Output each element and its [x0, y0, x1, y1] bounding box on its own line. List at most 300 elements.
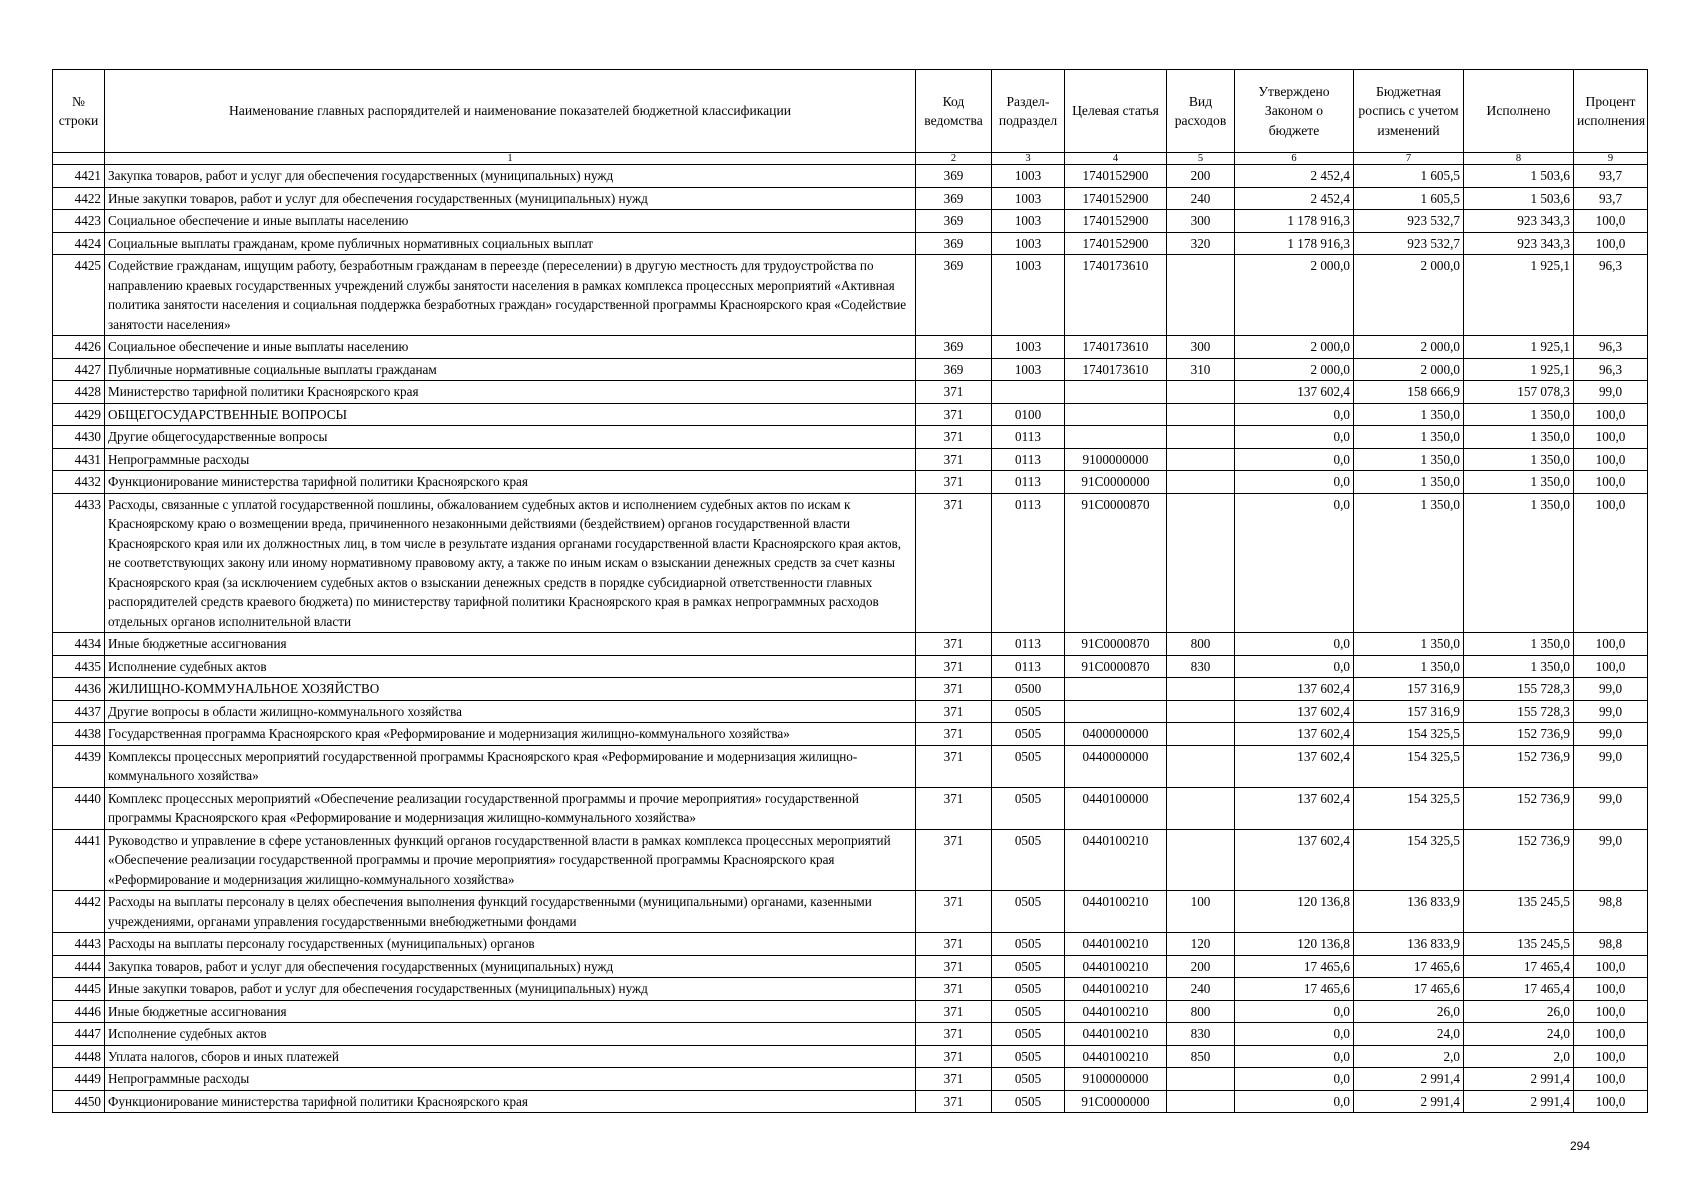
dept-code-cell: 371: [916, 933, 992, 956]
budget-list-cell: 1 350,0: [1354, 633, 1464, 656]
table-row: [53, 448, 1648, 471]
dept-code-cell: 371: [916, 955, 992, 978]
section-cell: 0505: [992, 1090, 1065, 1113]
executed-cell: 1 350,0: [1464, 493, 1574, 633]
row-number-cell: 4447: [53, 1023, 105, 1046]
budget-list-cell: 1 350,0: [1354, 403, 1464, 426]
target-article-cell: [1065, 426, 1167, 449]
target-article-cell: 1740173610: [1065, 255, 1167, 336]
percent-cell: 100,0: [1574, 403, 1648, 426]
expense-type-cell: 310: [1167, 358, 1235, 381]
target-article-cell: 0440100210: [1065, 933, 1167, 956]
dept-code-cell: 371: [916, 471, 992, 494]
executed-cell: 1 503,6: [1464, 187, 1574, 210]
column-number-row: [53, 153, 1648, 165]
row-number-cell: 4432: [53, 471, 105, 494]
row-number-cell: 4450: [53, 1090, 105, 1113]
executed-cell: 1 350,0: [1464, 448, 1574, 471]
approved-cell: 120 136,8: [1235, 933, 1354, 956]
row-number-cell: 4443: [53, 933, 105, 956]
percent-cell: 99,0: [1574, 787, 1648, 829]
executed-cell: 923 343,3: [1464, 210, 1574, 233]
target-article-cell: 0440100210: [1065, 978, 1167, 1001]
section-cell: 0505: [992, 829, 1065, 891]
row-name-cell: Содействие гражданам, ищущим работу, безработным гражданам в переезде (переселении) в другую местность для трудоустройства по направлению краевых государственных учреждений службы занятости населения в рамках комплекса процессных мероприятий «Активная политика занятости населения и социальная поддержка безработных граждан» государственной программы Красноярского края «Содействие занятости населения»: [105, 255, 916, 336]
dept-code-cell: 371: [916, 787, 992, 829]
row-number-cell: 4430: [53, 426, 105, 449]
target-article-cell: 91С0000000: [1065, 1090, 1167, 1113]
executed-cell: 152 736,9: [1464, 829, 1574, 891]
budget-table-sheet: [52, 69, 1647, 1113]
table-row: [53, 1090, 1648, 1113]
approved-cell: 2 000,0: [1235, 255, 1354, 336]
row-name-cell: Иные закупки товаров, работ и услуг для обеспечения государственных (муниципальных) нужд: [105, 978, 916, 1001]
expense-type-cell: [1167, 678, 1235, 701]
table-row: [53, 955, 1648, 978]
expense-type-cell: [1167, 787, 1235, 829]
section-cell: 0113: [992, 448, 1065, 471]
target-article-cell: [1065, 678, 1167, 701]
percent-cell: 100,0: [1574, 978, 1648, 1001]
row-number-cell: 4421: [53, 165, 105, 188]
column-number: 4: [1065, 153, 1167, 165]
target-article-cell: 91С0000870: [1065, 493, 1167, 633]
section-cell: 0100: [992, 403, 1065, 426]
expense-type-cell: 800: [1167, 1000, 1235, 1023]
table-row: [53, 745, 1648, 787]
budget-list-cell: 923 532,7: [1354, 210, 1464, 233]
approved-cell: 137 602,4: [1235, 381, 1354, 404]
approved-cell: 2 000,0: [1235, 358, 1354, 381]
table-row: [53, 1023, 1648, 1046]
column-number: 6: [1235, 153, 1354, 165]
executed-cell: 157 078,3: [1464, 381, 1574, 404]
approved-cell: 0,0: [1235, 1068, 1354, 1091]
column-number: 1: [105, 153, 916, 165]
dept-code-cell: 371: [916, 493, 992, 633]
row-name-cell: Государственная программа Красноярского края «Реформирование и модернизация жилищно-коммунального хозяйства»: [105, 723, 916, 746]
budget-list-cell: 1 350,0: [1354, 448, 1464, 471]
row-number-cell: 4427: [53, 358, 105, 381]
dept-code-cell: 371: [916, 1023, 992, 1046]
executed-cell: 1 350,0: [1464, 471, 1574, 494]
expense-type-cell: 100: [1167, 891, 1235, 933]
column-number: 5: [1167, 153, 1235, 165]
target-article-cell: 0440000000: [1065, 745, 1167, 787]
expense-type-cell: 300: [1167, 336, 1235, 359]
row-name-cell: ЖИЛИЩНО-КОММУНАЛЬНОЕ ХОЗЯЙСТВО: [105, 678, 916, 701]
expense-type-cell: [1167, 1068, 1235, 1091]
approved-cell: 0,0: [1235, 471, 1354, 494]
section-cell: 0505: [992, 1045, 1065, 1068]
row-number-cell: 4449: [53, 1068, 105, 1091]
table-row: [53, 381, 1648, 404]
dept-code-cell: 371: [916, 1090, 992, 1113]
row-name-cell: Исполнение судебных актов: [105, 655, 916, 678]
approved-cell: 2 452,4: [1235, 187, 1354, 210]
row-name-cell: Уплата налогов, сборов и иных платежей: [105, 1045, 916, 1068]
row-name-cell: Руководство и управление в сфере установленных функций органов государственной власти в рамках комплекса процессных мероприятий «Обеспечение реализации государственной программы и прочие мероприятия» государственной программы Красноярского края «Реформирование и модернизация жилищно-коммунального хозяйства»: [105, 829, 916, 891]
expense-type-cell: [1167, 426, 1235, 449]
table-row: [53, 700, 1648, 723]
percent-cell: 100,0: [1574, 1090, 1648, 1113]
expense-type-cell: [1167, 471, 1235, 494]
row-number-cell: 4441: [53, 829, 105, 891]
dept-code-cell: 371: [916, 633, 992, 656]
section-cell: 1003: [992, 165, 1065, 188]
row-name-cell: Социальное обеспечение и иные выплаты населению: [105, 210, 916, 233]
budget-list-cell: 2 991,4: [1354, 1068, 1464, 1091]
percent-cell: 100,0: [1574, 232, 1648, 255]
row-number-cell: 4429: [53, 403, 105, 426]
header-percent: Процент исполнения: [1574, 70, 1648, 153]
row-number-cell: 4442: [53, 891, 105, 933]
approved-cell: 0,0: [1235, 1000, 1354, 1023]
budget-list-cell: 17 465,6: [1354, 955, 1464, 978]
table-row: [53, 336, 1648, 359]
row-number-cell: 4439: [53, 745, 105, 787]
table-row: [53, 1045, 1648, 1068]
header-budget-list: Бюджетная роспись с учетом изменений: [1354, 70, 1464, 153]
target-article-cell: 0440100210: [1065, 1045, 1167, 1068]
percent-cell: 100,0: [1574, 1000, 1648, 1023]
approved-cell: 0,0: [1235, 1023, 1354, 1046]
row-name-cell: Функционирование министерства тарифной политики Красноярского края: [105, 471, 916, 494]
row-number-cell: 4433: [53, 493, 105, 633]
approved-cell: 137 602,4: [1235, 723, 1354, 746]
section-cell: 1003: [992, 336, 1065, 359]
executed-cell: 17 465,4: [1464, 955, 1574, 978]
row-number-cell: 4445: [53, 978, 105, 1001]
expense-type-cell: [1167, 381, 1235, 404]
table-row: [53, 891, 1648, 933]
expense-type-cell: [1167, 448, 1235, 471]
row-number-cell: 4435: [53, 655, 105, 678]
budget-list-cell: 157 316,9: [1354, 678, 1464, 701]
dept-code-cell: 371: [916, 1000, 992, 1023]
percent-cell: 93,7: [1574, 187, 1648, 210]
table-row: [53, 255, 1648, 336]
target-article-cell: 1740173610: [1065, 358, 1167, 381]
percent-cell: 100,0: [1574, 448, 1648, 471]
target-article-cell: 0440100210: [1065, 955, 1167, 978]
budget-list-cell: 154 325,5: [1354, 723, 1464, 746]
table-row: [53, 678, 1648, 701]
target-article-cell: 0400000000: [1065, 723, 1167, 746]
executed-cell: 1 350,0: [1464, 633, 1574, 656]
approved-cell: 137 602,4: [1235, 829, 1354, 891]
section-cell: 0505: [992, 1068, 1065, 1091]
table-row: [53, 655, 1648, 678]
section-cell: 0113: [992, 655, 1065, 678]
section-cell: 0505: [992, 723, 1065, 746]
table-row: [53, 210, 1648, 233]
percent-cell: 99,0: [1574, 829, 1648, 891]
percent-cell: 100,0: [1574, 426, 1648, 449]
column-number: 3: [992, 153, 1065, 165]
executed-cell: 1 350,0: [1464, 426, 1574, 449]
section-cell: 0505: [992, 1000, 1065, 1023]
dept-code-cell: 369: [916, 210, 992, 233]
dept-code-cell: 369: [916, 336, 992, 359]
budget-table: [52, 69, 1648, 1113]
approved-cell: 0,0: [1235, 1045, 1354, 1068]
approved-cell: 0,0: [1235, 633, 1354, 656]
executed-cell: 155 728,3: [1464, 678, 1574, 701]
row-name-cell: Другие общегосударственные вопросы: [105, 426, 916, 449]
executed-cell: 135 245,5: [1464, 933, 1574, 956]
dept-code-cell: 371: [916, 723, 992, 746]
row-number-cell: 4444: [53, 955, 105, 978]
section-cell: 0505: [992, 978, 1065, 1001]
approved-cell: 137 602,4: [1235, 745, 1354, 787]
target-article-cell: 1740173610: [1065, 336, 1167, 359]
section-cell: 0505: [992, 787, 1065, 829]
budget-list-cell: 2 000,0: [1354, 255, 1464, 336]
target-article-cell: 0440100210: [1065, 891, 1167, 933]
expense-type-cell: [1167, 403, 1235, 426]
row-name-cell: Исполнение судебных актов: [105, 1023, 916, 1046]
target-article-cell: 1740152900: [1065, 165, 1167, 188]
approved-cell: 120 136,8: [1235, 891, 1354, 933]
table-row: [53, 403, 1648, 426]
budget-list-cell: 1 605,5: [1354, 165, 1464, 188]
section-cell: 0505: [992, 955, 1065, 978]
row-name-cell: Расходы на выплаты персоналу государственных (муниципальных) органов: [105, 933, 916, 956]
table-row: [53, 165, 1648, 188]
budget-list-cell: 2,0: [1354, 1045, 1464, 1068]
dept-code-cell: 371: [916, 403, 992, 426]
row-name-cell: Иные закупки товаров, работ и услуг для обеспечения государственных (муниципальных) нужд: [105, 187, 916, 210]
executed-cell: 2 991,4: [1464, 1090, 1574, 1113]
percent-cell: 99,0: [1574, 723, 1648, 746]
approved-cell: 0,0: [1235, 426, 1354, 449]
executed-cell: 1 503,6: [1464, 165, 1574, 188]
expense-type-cell: [1167, 723, 1235, 746]
row-name-cell: Непрограммные расходы: [105, 1068, 916, 1091]
section-cell: 1003: [992, 358, 1065, 381]
expense-type-cell: [1167, 1090, 1235, 1113]
percent-cell: 100,0: [1574, 210, 1648, 233]
row-number-cell: 4446: [53, 1000, 105, 1023]
row-name-cell: Функционирование министерства тарифной политики Красноярского края: [105, 1090, 916, 1113]
column-number: 2: [916, 153, 992, 165]
row-name-cell: Комплекс процессных мероприятий «Обеспечение реализации государственной программы и прочие мероприятия» государственной программы Красноярского края «Реформирование и модернизация жилищно-коммунального хозяйства»: [105, 787, 916, 829]
table-row: [53, 187, 1648, 210]
budget-list-cell: 1 350,0: [1354, 655, 1464, 678]
budget-list-cell: 154 325,5: [1354, 745, 1464, 787]
target-article-cell: 91С0000000: [1065, 471, 1167, 494]
executed-cell: 1 350,0: [1464, 655, 1574, 678]
target-article-cell: 0440100210: [1065, 1000, 1167, 1023]
table-row: [53, 493, 1648, 633]
section-cell: 0505: [992, 891, 1065, 933]
expense-type-cell: [1167, 745, 1235, 787]
expense-type-cell: 240: [1167, 978, 1235, 1001]
budget-list-cell: 923 532,7: [1354, 232, 1464, 255]
approved-cell: 137 602,4: [1235, 787, 1354, 829]
expense-type-cell: 300: [1167, 210, 1235, 233]
approved-cell: 2 452,4: [1235, 165, 1354, 188]
table-header-row: [53, 70, 1648, 153]
executed-cell: 1 350,0: [1464, 403, 1574, 426]
approved-cell: 0,0: [1235, 655, 1354, 678]
target-article-cell: [1065, 381, 1167, 404]
dept-code-cell: 371: [916, 745, 992, 787]
header-expense-type: Вид расходов: [1167, 70, 1235, 153]
percent-cell: 98,8: [1574, 933, 1648, 956]
table-row: [53, 1068, 1648, 1091]
row-name-cell: ОБЩЕГОСУДАРСТВЕННЫЕ ВОПРОСЫ: [105, 403, 916, 426]
row-number-cell: 4422: [53, 187, 105, 210]
section-cell: 0113: [992, 426, 1065, 449]
row-number-cell: 4434: [53, 633, 105, 656]
expense-type-cell: 830: [1167, 655, 1235, 678]
budget-list-cell: 136 833,9: [1354, 933, 1464, 956]
header-target-article: Целевая статья: [1065, 70, 1167, 153]
dept-code-cell: 371: [916, 891, 992, 933]
row-number-cell: 4436: [53, 678, 105, 701]
target-article-cell: 91С0000870: [1065, 655, 1167, 678]
dept-code-cell: 369: [916, 358, 992, 381]
executed-cell: 17 465,4: [1464, 978, 1574, 1001]
target-article-cell: 0440100000: [1065, 787, 1167, 829]
executed-cell: 1 925,1: [1464, 336, 1574, 359]
approved-cell: 0,0: [1235, 403, 1354, 426]
row-name-cell: Расходы на выплаты персоналу в целях обеспечения выполнения функций государственными (муниципальными) органами, казенными учреждениями, органами управления государственными внебюджетными фондами: [105, 891, 916, 933]
executed-cell: 1 925,1: [1464, 255, 1574, 336]
executed-cell: 152 736,9: [1464, 745, 1574, 787]
percent-cell: 96,3: [1574, 336, 1648, 359]
executed-cell: 2,0: [1464, 1045, 1574, 1068]
column-number: [53, 153, 105, 165]
row-number-cell: 4424: [53, 232, 105, 255]
dept-code-cell: 371: [916, 1068, 992, 1091]
target-article-cell: 91С0000870: [1065, 633, 1167, 656]
row-number-cell: 4437: [53, 700, 105, 723]
expense-type-cell: 240: [1167, 187, 1235, 210]
column-number: 7: [1354, 153, 1464, 165]
dept-code-cell: 369: [916, 232, 992, 255]
dept-code-cell: 369: [916, 165, 992, 188]
executed-cell: 2 991,4: [1464, 1068, 1574, 1091]
percent-cell: 100,0: [1574, 1023, 1648, 1046]
section-cell: [992, 381, 1065, 404]
section-cell: 0500: [992, 678, 1065, 701]
percent-cell: 100,0: [1574, 471, 1648, 494]
percent-cell: 99,0: [1574, 745, 1648, 787]
section-cell: 1003: [992, 232, 1065, 255]
expense-type-cell: [1167, 493, 1235, 633]
table-row: [53, 787, 1648, 829]
page-number: 294: [1569, 1139, 1590, 1153]
row-name-cell: Комплексы процессных мероприятий государственной программы Красноярского края «Реформирование и модернизация жилищно-коммунального хозяйства»: [105, 745, 916, 787]
budget-list-cell: 17 465,6: [1354, 978, 1464, 1001]
section-cell: 1003: [992, 210, 1065, 233]
table-row: [53, 829, 1648, 891]
table-row: [53, 633, 1648, 656]
target-article-cell: 0440100210: [1065, 829, 1167, 891]
approved-cell: 1 178 916,3: [1235, 232, 1354, 255]
section-cell: 0505: [992, 933, 1065, 956]
expense-type-cell: 800: [1167, 633, 1235, 656]
column-number: 9: [1574, 153, 1648, 165]
approved-cell: 0,0: [1235, 1090, 1354, 1113]
row-number-cell: 4438: [53, 723, 105, 746]
header-approved: Утверждено Законом о бюджете: [1235, 70, 1354, 153]
section-cell: 0113: [992, 471, 1065, 494]
percent-cell: 100,0: [1574, 633, 1648, 656]
executed-cell: 26,0: [1464, 1000, 1574, 1023]
table-row: [53, 978, 1648, 1001]
target-article-cell: [1065, 403, 1167, 426]
row-name-cell: Другие вопросы в области жилищно-коммунального хозяйства: [105, 700, 916, 723]
section-cell: 1003: [992, 255, 1065, 336]
target-article-cell: 9100000000: [1065, 1068, 1167, 1091]
table-row: [53, 723, 1648, 746]
row-name-cell: Министерство тарифной политики Красноярского края: [105, 381, 916, 404]
approved-cell: 17 465,6: [1235, 978, 1354, 1001]
executed-cell: 135 245,5: [1464, 891, 1574, 933]
target-article-cell: 9100000000: [1065, 448, 1167, 471]
percent-cell: 100,0: [1574, 1045, 1648, 1068]
target-article-cell: 1740152900: [1065, 210, 1167, 233]
target-article-cell: 1740152900: [1065, 232, 1167, 255]
section-cell: 0113: [992, 493, 1065, 633]
percent-cell: 93,7: [1574, 165, 1648, 188]
budget-list-cell: 24,0: [1354, 1023, 1464, 1046]
percent-cell: 96,3: [1574, 255, 1648, 336]
header-row-number: № строки: [53, 70, 105, 153]
table-row: [53, 471, 1648, 494]
column-number: 8: [1464, 153, 1574, 165]
target-article-cell: 1740152900: [1065, 187, 1167, 210]
expense-type-cell: [1167, 700, 1235, 723]
percent-cell: 99,0: [1574, 700, 1648, 723]
approved-cell: 137 602,4: [1235, 678, 1354, 701]
percent-cell: 99,0: [1574, 381, 1648, 404]
dept-code-cell: 371: [916, 829, 992, 891]
expense-type-cell: 200: [1167, 955, 1235, 978]
expense-type-cell: 830: [1167, 1023, 1235, 1046]
expense-type-cell: 120: [1167, 933, 1235, 956]
row-name-cell: Иные бюджетные ассигнования: [105, 1000, 916, 1023]
row-name-cell: Публичные нормативные социальные выплаты гражданам: [105, 358, 916, 381]
budget-list-cell: 154 325,5: [1354, 829, 1464, 891]
table-row: [53, 933, 1648, 956]
section-cell: 0505: [992, 745, 1065, 787]
row-name-cell: Непрограммные расходы: [105, 448, 916, 471]
table-row: [53, 1000, 1648, 1023]
row-name-cell: Иные бюджетные ассигнования: [105, 633, 916, 656]
row-name-cell: Закупка товаров, работ и услуг для обеспечения государственных (муниципальных) нужд: [105, 955, 916, 978]
row-name-cell: Социальное обеспечение и иные выплаты населению: [105, 336, 916, 359]
percent-cell: 100,0: [1574, 493, 1648, 633]
row-number-cell: 4426: [53, 336, 105, 359]
executed-cell: 155 728,3: [1464, 700, 1574, 723]
percent-cell: 96,3: [1574, 358, 1648, 381]
executed-cell: 24,0: [1464, 1023, 1574, 1046]
expense-type-cell: 850: [1167, 1045, 1235, 1068]
section-cell: 1003: [992, 187, 1065, 210]
row-name-cell: Закупка товаров, работ и услуг для обеспечения государственных (муниципальных) нужд: [105, 165, 916, 188]
target-article-cell: [1065, 700, 1167, 723]
table-row: [53, 426, 1648, 449]
section-cell: 0113: [992, 633, 1065, 656]
header-section: Раздел-подраздел: [992, 70, 1065, 153]
expense-type-cell: [1167, 829, 1235, 891]
approved-cell: 2 000,0: [1235, 336, 1354, 359]
